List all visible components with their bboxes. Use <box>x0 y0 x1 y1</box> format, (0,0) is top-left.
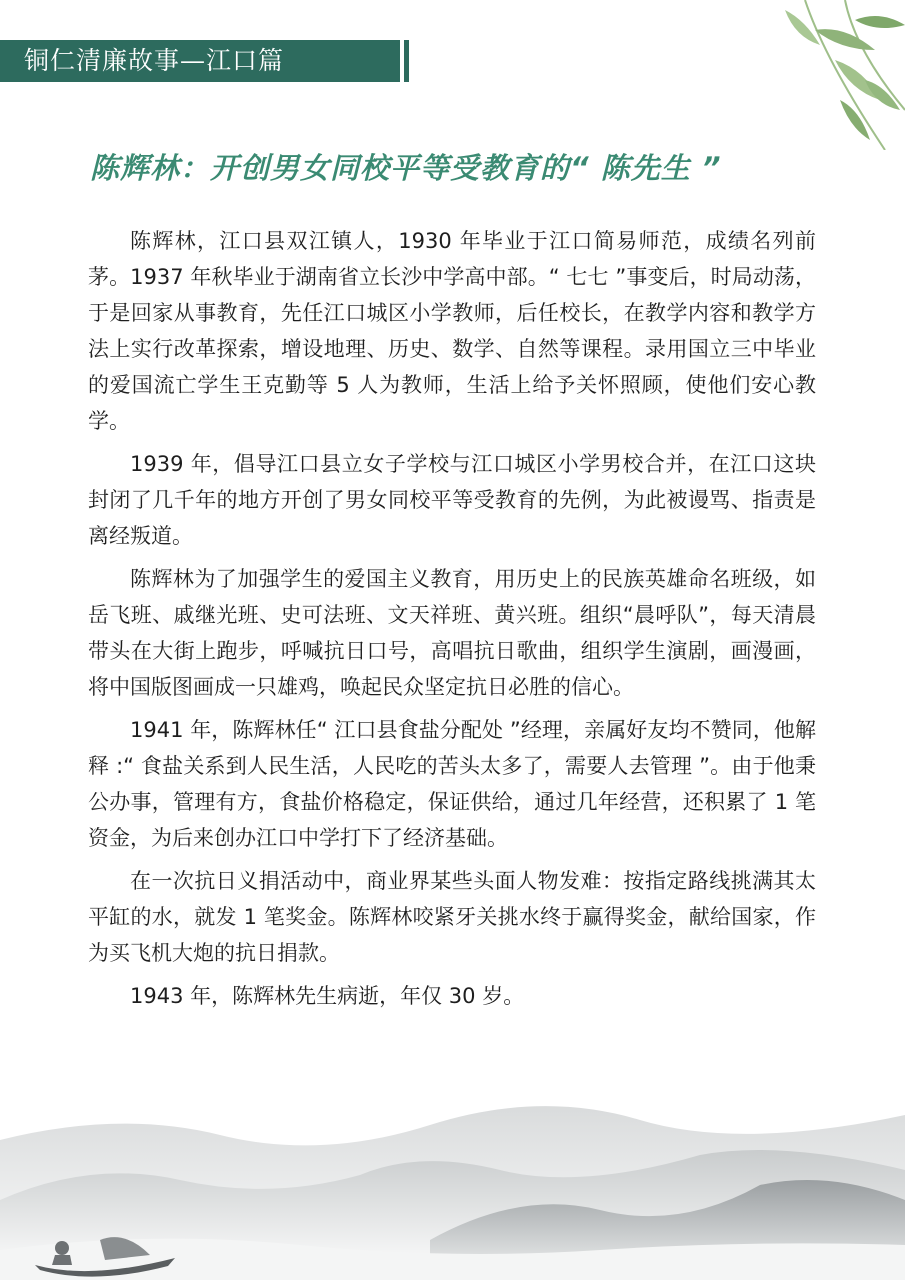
header-divider <box>404 40 409 82</box>
paragraph: 陈辉林为了加强学生的爱国主义教育，用历史上的民族英雄命名班级，如岳飞班、戚继光班、史可法班、文天祥班、黄兴班。组织“晨呼队”，每天清晨带头在大街上跑步，呼喊抗日口号，高唱抗日歌曲，组织学生演剧，画漫画，将中国版图画成一只雄鸡，唤起民众坚定抗日必胜的信心。 <box>88 567 816 699</box>
paragraph: 1943 年，陈辉林先生病逝，年仅 30 岁。 <box>130 984 525 1008</box>
paragraph: 陈辉林，江口县双江镇人，1930 年毕业于江口简易师范，成绩名列前茅。1937 年秋毕业于湖南省立长沙中学高中部。“ 七七 ”事变后，时局动荡，于是回家从事教育，先任江口城区小学教师，后任校长，在教学内容和教学方法上实行改革探索，增设地理、历史、数学、自然等课程。录用国立三中毕业的爱国流亡学生王克勤等 5 人为教师，生活上给予关怀照顾，使他们安心教学。 <box>88 229 816 433</box>
ink-mountains-icon <box>0 1080 905 1280</box>
paragraph: 在一次抗日义捐活动中，商业界某些头面人物发难：按指定路线挑满其太平缸的水，就发 1 笔奖金。陈辉林咬紧牙关挑水终于赢得奖金，献给国家，作为买飞机大炮的抗日捐款。 <box>88 869 816 965</box>
series-title: 铜仁清廉故事—江口篇 <box>24 46 285 75</box>
paragraph: 1941 年，陈辉林任“ 江口县食盐分配处 ”经理，亲属好友均不赞同，他解释 :“ 食盐关系到人民生活，人民吃的苦头太多了，需要人去管理 ”。由于他秉公办事，管理有方，食盐价格稳定，保证供给，通过几年经营，还积累了 1 笔资金，为后来创办江口中学打下了经济基础。 <box>88 718 816 850</box>
bamboo-leaves-icon <box>745 0 905 150</box>
article-title: 陈辉林：开创男女同校平等受教育的“ 陈先生 ” <box>90 151 722 185</box>
paragraph: 1939 年，倡导江口县立女子学校与江口城区小学男校合并，在江口这块封闭了几千年的地方开创了男女同校平等受教育的先例，为此被谩骂、指责是离经叛道。 <box>88 452 816 548</box>
article-body <box>88 223 816 1021</box>
